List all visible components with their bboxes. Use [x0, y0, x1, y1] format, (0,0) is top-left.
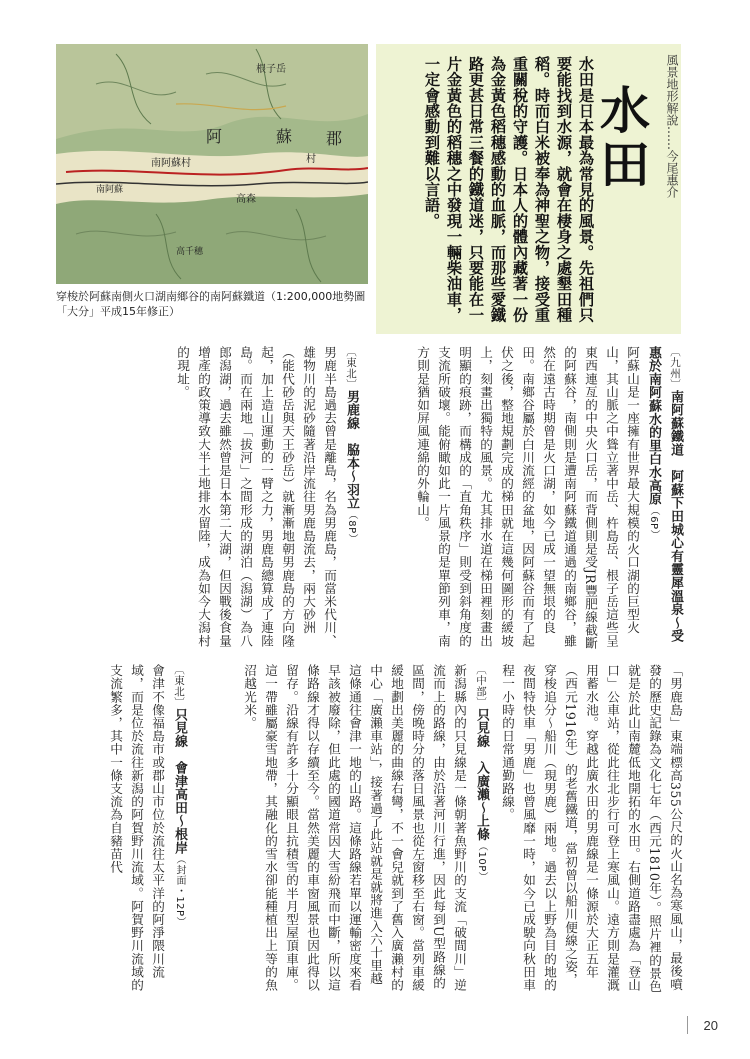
section-oga: [56, 346, 362, 654]
intro-box: [376, 44, 681, 334]
region-tag: 〔東北〕: [173, 664, 185, 708]
region-tag: 〔東北〕: [345, 346, 357, 390]
section-heading: 南阿蘇鐵道 阿蘇下田城心有靈犀溫泉〜受惠於南阿蘇水的里白水高原: [646, 346, 683, 643]
page-reference: （6P）: [648, 505, 659, 541]
section-body: 會津不像福島市或郡山市位於流往太平洋的阿淨隈川流域，而是位於流往新潟的阿賀野川流域。阿賀野川流域的支流繁多，其中一條支流為自豬苗代: [108, 664, 165, 992]
page-reference: （8P）: [346, 509, 357, 545]
map-label: 蘇: [276, 127, 293, 146]
page-reference: （封面・12P）: [174, 854, 185, 928]
map-label: 郡: [326, 129, 343, 148]
section-body: 新潟縣內的只見線是一條朝著魚野川的支流「破間川」逆流而上的路線，由於沿著河川行進，因此每到U型路線的區間，傍晚時分的落日風景也從左窗移至右窗。當列車緩緩地劃出美麗的曲線右彎，不一會兒就到了舊入廣瀨村的中心「廣瀨車站」，接著過了此站就是就將進入六十里越這條通往會津一地的山路。這條路線若單以運輸密度來看早該被廢除，但此處的國道常因大雪紛飛而中斷，所以這條路線才得以存續至今。當然美麗的車窗風景也因此得以留存。沿線有許多十分顯眼且抗積雪的半月型屋頂車庫。這一帶雖屬豪雪地帶，其融化的雪水卻能種植出上等的魚沼越光米。: [242, 664, 467, 992]
section-tadami: [196, 664, 492, 994]
map-label: 村: [306, 154, 316, 165]
map-label: 根子岳: [256, 64, 286, 75]
intro-text: 水田是日本最為常見的風景。先祖們只要能找到水源，就會在棲身之處墾田種稻。時而白米被奉為神聖之物，接受重重關稅的守護。日本人的體內藏著一份為金黃色稻穗感動的血脈，而那些愛鐵路更甚日常三餐的鐵道迷，只要能在一片金黃色的稻穗之中發現一輛柴油車，一定會感動到難以言語。: [423, 56, 595, 323]
map-graphic: [56, 44, 368, 284]
series-title: 風景地形解說……今尾惠介: [665, 54, 679, 198]
topographic-map: [56, 44, 368, 284]
section-kyushu: [368, 346, 686, 654]
map-label: 高千穗: [176, 247, 204, 257]
page-title: 水田: [592, 84, 650, 192]
section-body: 「男鹿島」東端標高355公尺的火山名為寒風山，最後噴發的歷史記錄為文化七年（西元1810年）。照片裡的景色就是於此山南麓低地開拓的水田。右側道路盡處為「登山口」公車站，從此往北步行可登上寒風山。遠方則是灌溉用蓄水池。穿越此廣水田的男鹿線是一條源於大正五年（西元1916年）的老舊鐵道，當初曾以船川便線之姿，穿梭追分〜船川（現男鹿）兩地。過去以上野為目的地的夜間特快車「男鹿」也曾風靡一時，如今已成駛向秋田車程一小時的日常通勤路線。: [500, 664, 683, 994]
section-body: 阿蘇山是一座擁有世界最大規模的火口湖的巨型火山，其山脈之中聳立著中岳、杵島岳、根子岳這些呈東西連亙的中央火口岳，而背側則是受JR豐肥線截斷的阿蘇谷，南側則是遭南阿蘇鐵道通過的南鄉谷，雖然在遠古時期曾是火口湖，如今已成一望無垠的良田。南鄉谷屬於白川流經的盆地，因阿蘇谷而有了起伏之後，整地規劃完成的梯田就在這幾何圖形的緩坡上，刻畫出獨特的風景。尤其排水道在梯田裡刻畫出明顯的痕跡，而構成的「直角秩序」則受到斜角度的支流所破壞。能俯瞰如此一片風景的是單節列車，南方則是猶如屏風連綿的外輪山。: [415, 346, 640, 650]
map-label: 南阿蘇村: [151, 158, 191, 169]
section-heading: 只見線 會津高田〜根岸: [172, 708, 187, 855]
region-tag: 〔中部〕: [475, 664, 487, 708]
section-heading: 只見線 入廣瀨〜上條: [474, 708, 489, 841]
section-tadami-2: [56, 664, 190, 994]
map-caption: 穿梭於阿蘇南側火口湖南鄉谷的南阿蘇鐵道（1:200,000地勢圖「大分」平成15年修正）: [56, 290, 366, 318]
page-reference: （10P）: [476, 841, 487, 883]
section-body: 男鹿半島過去曾是離島，名為男鹿島，而當米代川、雄物川的泥砂隨著沿岸流往男鹿島流去，兩大砂洲（能代砂岳與天王砂岳）就漸漸地朝男鹿島的方向隆起，加上造山運動的一臂之力，男鹿島總算成了連陸島。而在兩地「拔河」之間形成的湖泊（潟湖）為八郎潟湖，過去雖然曾是日本第二大湖，但因戰後食量增產的政策導致大半土地排水留陸，成為如今大潟村的現址。: [175, 346, 337, 648]
section-heading: 男鹿線 脇本〜羽立: [344, 390, 359, 510]
map-label: 高森: [236, 194, 256, 205]
section-oga-cont: [500, 664, 686, 994]
region-tag: 〔九州〕: [669, 346, 681, 390]
map-label: 南阿蘇: [96, 185, 124, 195]
page-number: 20: [703, 1018, 718, 1033]
page-number-divider: [687, 1016, 688, 1034]
map-label: 阿: [206, 127, 223, 146]
